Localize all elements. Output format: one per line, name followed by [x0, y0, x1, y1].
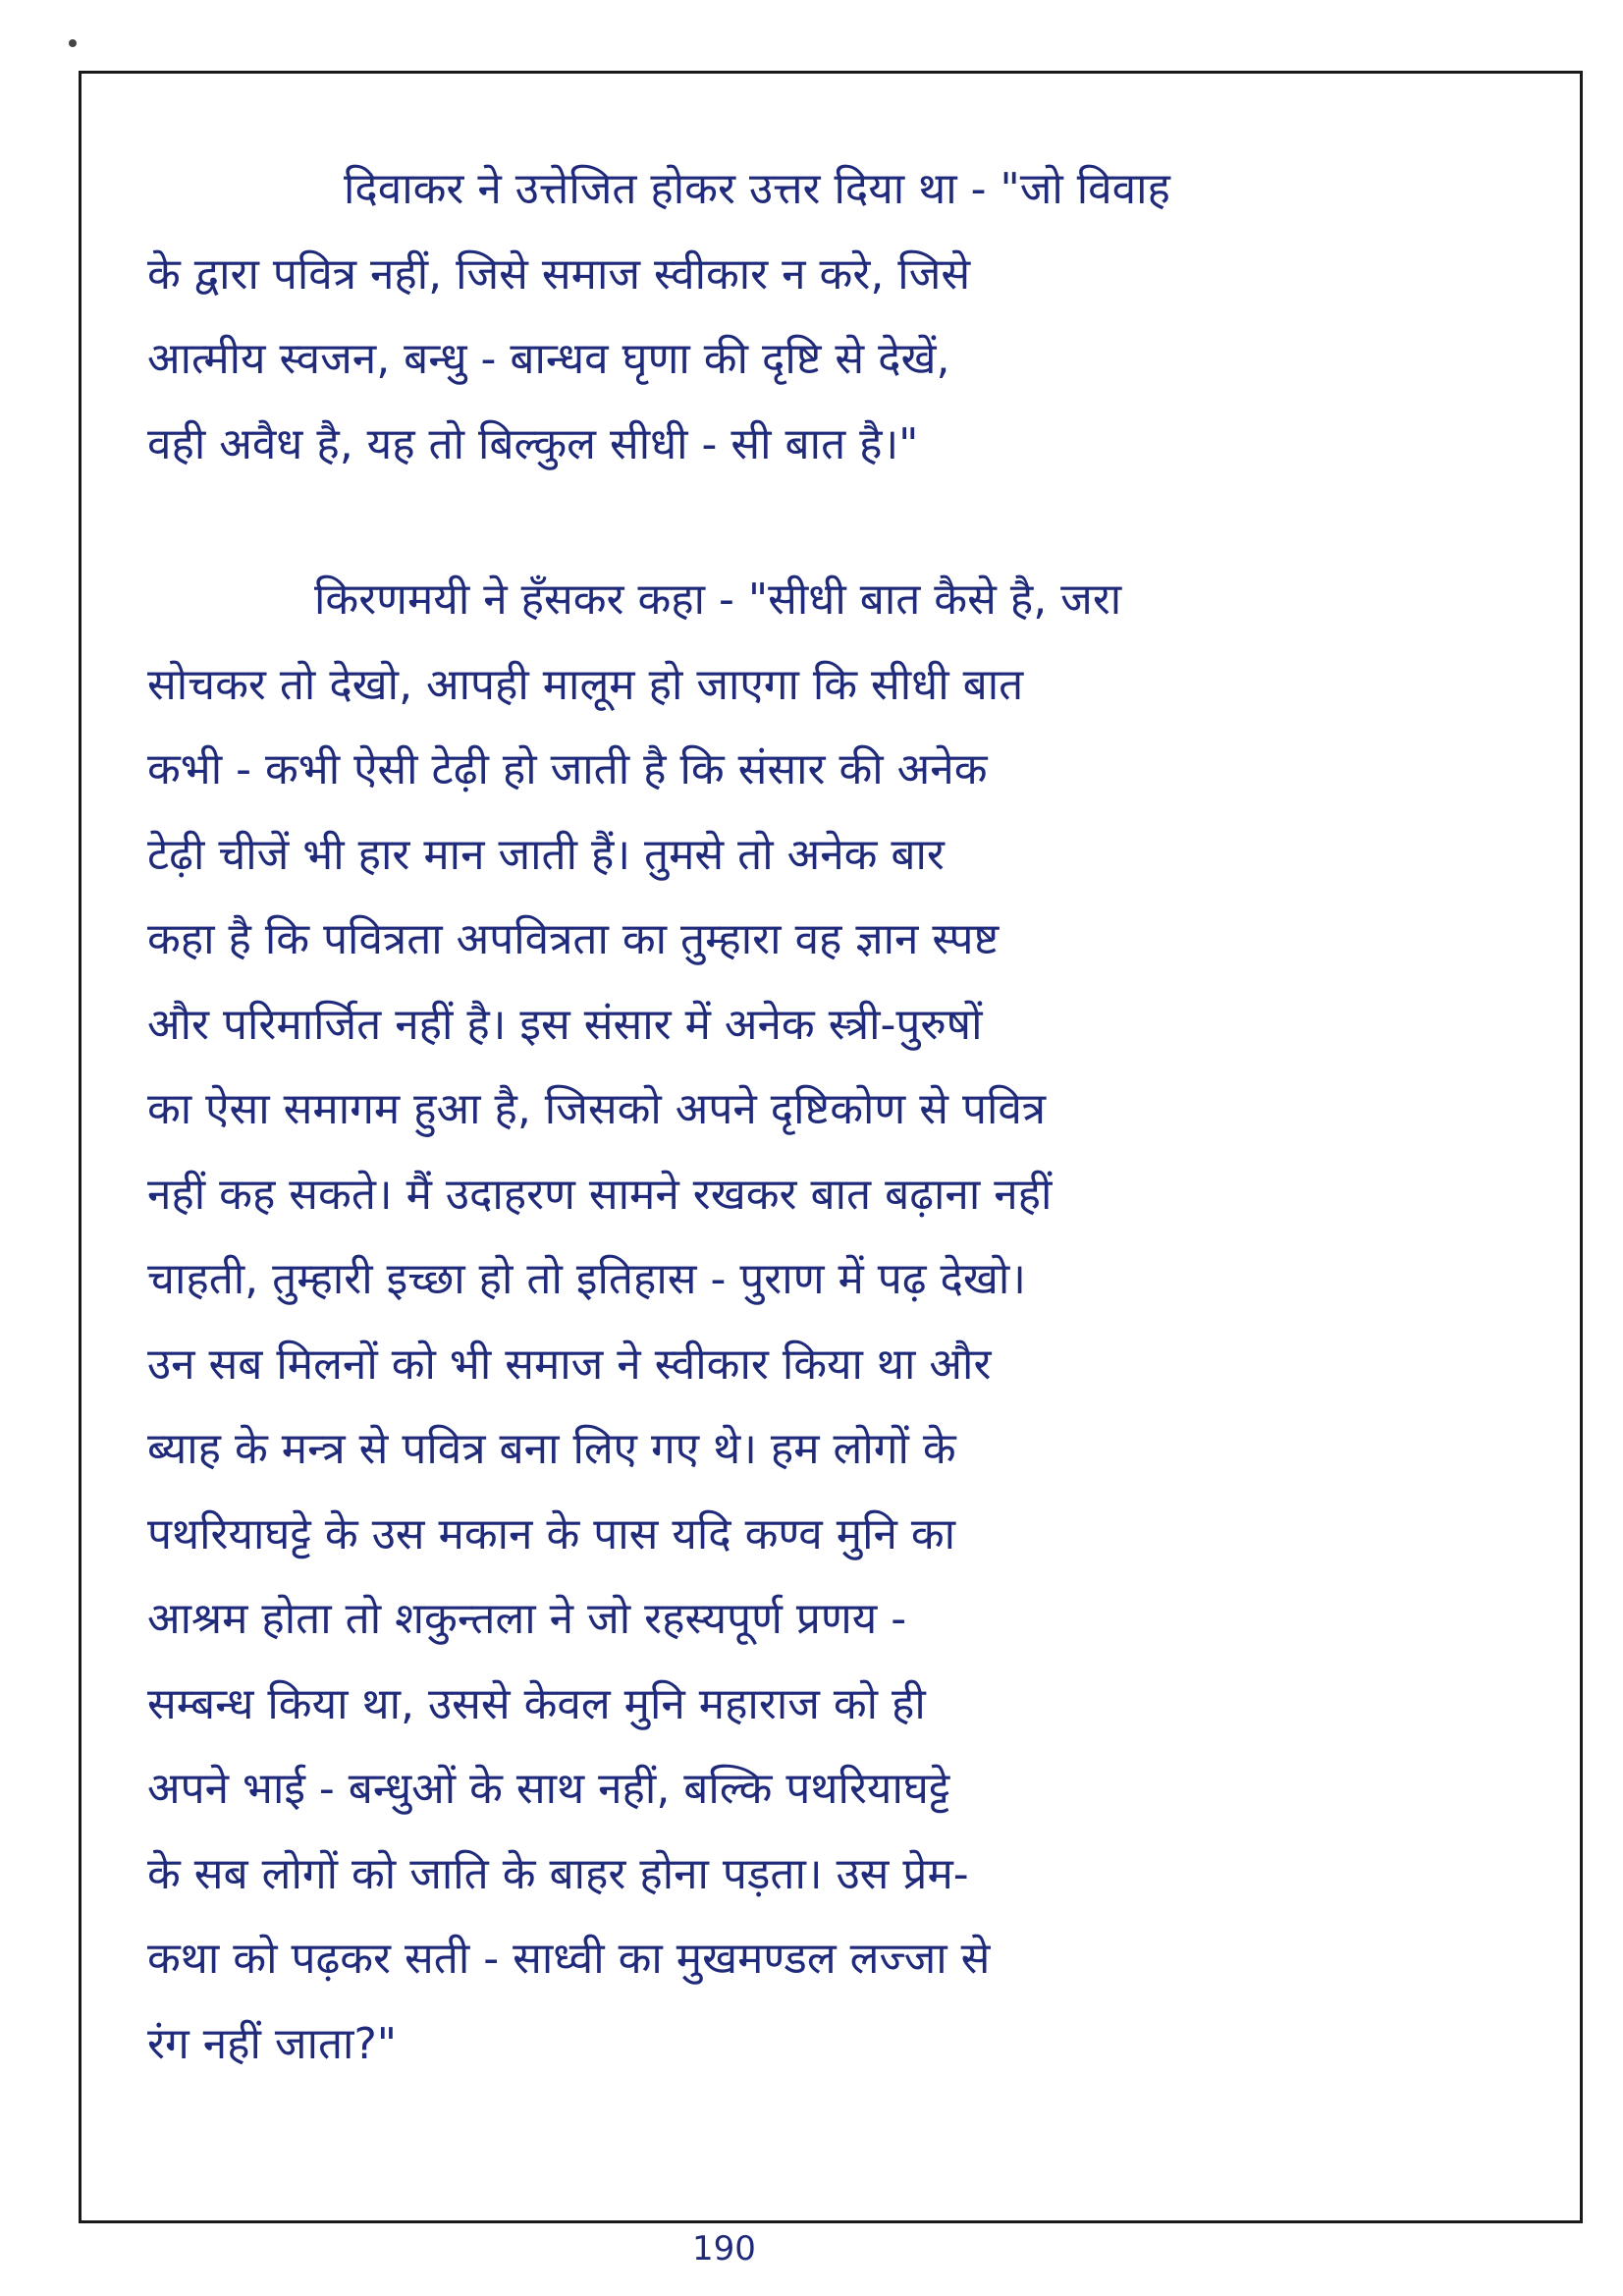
text-line: आत्मीय स्वजन, बन्धु - बान्धव घृणा की दृष्टि से देखें,	[147, 334, 950, 384]
handwritten-text-body	[147, 147, 1502, 2087]
punch-hole-mark	[69, 39, 77, 47]
page-number: 190	[692, 2229, 756, 2269]
text-line: नहीं कह सकते। मैं उदाहरण सामने रखकर बात बढ़ाना नहीं	[147, 1169, 1053, 1220]
text-line: सम्बन्ध किया था, उससे केवल मुनि महाराज को ही	[147, 1678, 926, 1729]
text-line: कथा को पढ़कर सती - साध्वी का मुखमण्डल लज्जा से	[147, 1934, 991, 1984]
text-line: उन सब मिलनों को भी समाज ने स्वीकार किया था और	[147, 1339, 992, 1390]
text-line: पथरियाघट्टे के उस मकान के पास यदि कण्व मुनि का	[147, 1508, 956, 1559]
text-line: वही अवैध है, यह तो बिल्कुल सीधी - सी बात है।"	[147, 418, 919, 469]
text-line: के सब लोगों को जाति के बाहर होना पड़ता। उस प्रेम-	[147, 1848, 969, 1899]
paragraph-1	[147, 147, 1502, 487]
text-line: अपने भाई - बन्धुओं के साथ नहीं, बल्कि पथरियाघट्टे	[147, 1764, 950, 1814]
text-line: और परिमार्जित नहीं है। इस संसार में अनेक स्त्री-पुरुषों	[147, 999, 983, 1050]
paragraph-2	[147, 558, 1502, 2087]
text-line: रंग नहीं जाता?"	[147, 2018, 398, 2069]
text-line: दिवाकर ने उत्तेजित होकर उत्तर दिया था - "जो विवाह	[344, 164, 1170, 214]
text-line: किरणमयी ने हँसकर कहा - "सीधी बात कैसे है, जरा	[314, 574, 1122, 625]
text-line: ब्याह के मन्त्र से पवित्र बना लिए गए थे। हम लोगों के	[147, 1424, 956, 1474]
text-line: चाहती, तुम्हारी इच्छा हो तो इतिहास - पुराण में पढ़ देखो।	[147, 1254, 1026, 1304]
text-line: का ऐसा समागम हुआ है, जिसको अपने दृष्टिकोण से पवित्र	[147, 1084, 1047, 1134]
text-line: टेढ़ी चीजें भी हार मान जाती हैं। तुमसे तो अनेक बार	[147, 829, 945, 880]
text-line: सोचकर तो देखो, आपही मालूम हो जाएगा कि सीधी बात	[147, 659, 1024, 710]
text-line: आश्रम होता तो शकुन्तला ने जो रहस्यपूर्ण प्रणय -	[147, 1594, 907, 1644]
text-line: के द्वारा पवित्र नहीं, जिसे समाज स्वीकार न करे, जिसे	[147, 248, 971, 300]
text-line: कभी - कभी ऐसी टेढ़ी हो जाती है कि संसार की अनेक	[147, 744, 988, 794]
text-line: कहा है कि पवित्रता अपवित्रता का तुम्हारा वह ज्ञान स्पष्ट	[147, 914, 1000, 964]
